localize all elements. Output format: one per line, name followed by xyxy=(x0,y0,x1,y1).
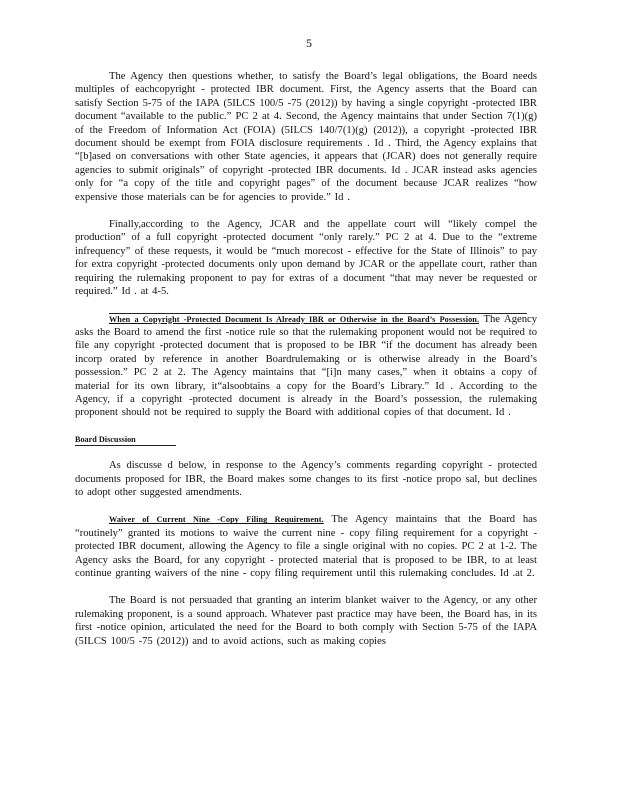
paragraph-agency-questions: The Agency then questions whether, to satisfy the Board’s legal obligations, the Board needs multiples of eachcopyright - protected IBR document. First, the Agency asserts that the Board can satisfy Section 5-75 of the IAPA (5ILCS 100/5 -75 (2012)) by having a single copyright -protected IBR document “available to the public.” PC 2 at 4. Second, the Agency maintains that under Section 7(1)(g) of the Freedom of Information Act (FOIA) (5ILCS 140/7(1)(g) (2012)), a copyright -protected IBR document should be exempt from FOIA disclosure requirements . Id . Third, the Agency explains that “[b]ased on conversations with other State agencies, it appears that (JCAR) does not generally require agencies to submit originals” of copyright -protected IBR documents. Id . JCAR instead asks agencies only for “a copy of the title and copyright pages” of the document because JCAR realizes “how expensive those materials can be for agencies to provide.” Id . xyxy=(75,71,537,203)
paragraph-already-ibr xyxy=(75,313,537,420)
already-ibr-section xyxy=(75,313,537,420)
run-in-heading-waiver: Waiver of Current Nine -Copy Filing Requirement. xyxy=(109,515,324,525)
page-number: 5 xyxy=(306,36,312,50)
run-in-heading-already-ibr: When a Copyright -Protected Document Is Already IBR or Otherwise in the Board’s Possession. xyxy=(109,314,480,324)
divider-line xyxy=(109,313,527,314)
paragraph-board-response: As discusse d below, in response to the Agency’s comments regarding copyright - protected documents proposed for IBR, the Board makes some changes to its first -notice propo sal, but declines to adopt other suggested amendments. xyxy=(75,460,537,498)
paragraph-board-not-persuaded: The Board is not persuaded that granting an interim blanket waiver to the Agency, or any other rulemaking proponent, is a sound approach. Whatever past practice may have been, the Board has, in its first -notice opinion, articulated the need for the Board to both comply with Section 5-75 of the IAPA (5ILCS 100/5 -75 (2012)) and to avoid actions, such as making copies xyxy=(75,595,537,647)
document-body xyxy=(75,70,537,648)
waiver-section xyxy=(75,513,537,580)
paragraph-jcar-appellate: Finally,according to the Agency, JCAR and the appellate court will “likely compel the production” of a full copyright -protected document “only rarely.” PC 2 at 4. Due to the “extreme infrequency” of these requests, it would be “much morecost - effective for the State of Illinois” to pay for extra copyright -protected documents only upon demand by JCAR or the appellate court, rather than requiring the rulemaking proponent to pay for extras of a document “that may never be requested or required.” Id . at 4-5. xyxy=(75,219,537,298)
paragraph-waiver xyxy=(75,513,537,580)
paragraph-already-ibr-text: The Agency asks the Board to amend the first -notice rule so that the rulemaking proponent would not be required to file any copyright -protected document that is proposed to be IBR “if the document has already been incorp orated by reference in another Boardrulemaking or is otherwise already in the Board’s possession.” PC 2 at 2. The Agency maintains that “[i]n many cases,” when it obtains a copy of material for its own library, it“alsoobtains a copy for the Board’s Library.” Id . According to the Agency, if a copyright -protected document is already in the Board’s possession, the rulemaking proponent should not be required to supply the Board with additional copies of that document. Id . xyxy=(75,313,537,419)
paragraph-waiver-text: The Agency maintains that the Board has “routinely” granted its motions to waive the current nine - copy filing requirement for a copyright -protected IBR document, allowing the Agency to file a single original with no copies. PC 2 at 1-2. The Agency asks the Board, for any copyright - protected material that is proposed to be IBR, to at least continue granting waivers of the nine - copy filing requirement until this rulemaking concludes. Id .at 2. xyxy=(75,514,537,579)
section-heading-board-discussion: Board Discussion xyxy=(75,434,176,446)
